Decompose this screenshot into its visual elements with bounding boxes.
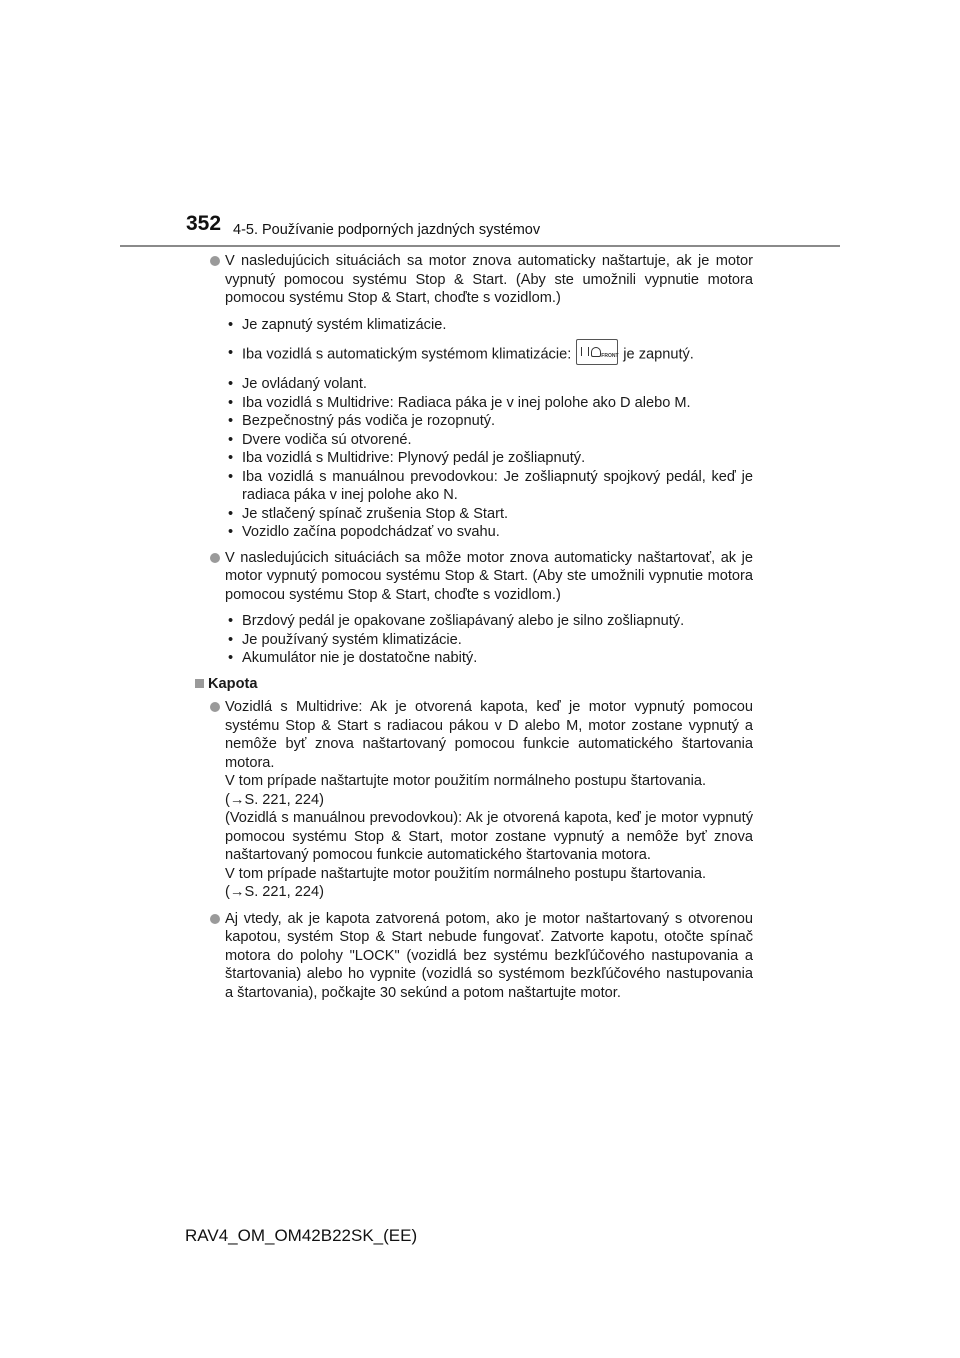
paragraph-line: V tom prípade naštartujte motor použitím normálneho postupu štartovania. xyxy=(225,865,707,882)
list-item: • Je ovládaný volant. xyxy=(225,375,753,394)
icon-label: FRONT xyxy=(601,353,619,359)
bullet-paragraph xyxy=(208,698,753,902)
section-title: 4-5. Používanie podporných jazdných systémov xyxy=(233,222,541,238)
list-item: • Iba vozidlá s manuálnou prevodovkou: Je zošliapnutý spojkový pedál, keď je radiaca páka v inej polohe ako N. xyxy=(225,468,753,505)
bullet-dot-icon xyxy=(210,914,220,924)
list-item: • Je používaný systém klimatizácie. xyxy=(225,631,753,650)
document-code: RAV4_OM_OM42B22SK_(EE) xyxy=(185,1226,418,1245)
list-item-text: Iba vozidlá s automatickým systémom klimatizácie: xyxy=(242,346,572,363)
list-item: • Iba vozidlá s Multidrive: Plynový pedál je zošliapnutý. xyxy=(225,449,753,468)
list-item: • Je stlačený spínač zrušenia Stop & Start. xyxy=(225,505,753,524)
header-divider xyxy=(120,245,840,247)
bullet-paragraph xyxy=(208,910,753,1003)
page-content xyxy=(208,252,753,1010)
bullet-dot-icon xyxy=(210,256,220,266)
bullet-text: V nasledujúcich situáciách sa motor znova automaticky naštartuje, ak je motor vypnutý pomocou systému Stop & Start. (Aby ste umožnili vypnutie motora pomocou systému Stop & Start, choďte s vozidlom.) xyxy=(225,253,753,306)
list-item xyxy=(225,344,753,365)
list-item: • Vozidlo začína popodchádzať vo svahu. xyxy=(225,523,753,542)
page-reference: (→S. 221, 224) xyxy=(225,884,324,900)
paragraph-line: Vozidlá s Multidrive: Ak je otvorená kapota, keď je motor vypnutý pomocou systému Stop & Start s radiacou pákou v D alebo M, motor zostane vypnutý a nemôže byť znova naštartovaný pomocou funkcie automatického štartovania motora. xyxy=(225,699,753,771)
condition-list xyxy=(225,316,753,542)
list-item: • Je zapnutý systém klimatizácie. xyxy=(225,316,753,335)
front-defogger-icon xyxy=(576,339,618,365)
heading-text: Kapota xyxy=(208,675,258,692)
bullet-dot-icon xyxy=(210,553,220,563)
page-number: 352 xyxy=(186,212,222,235)
list-item: • Iba vozidlá s Multidrive: Radiaca páka je v inej polohe ako D alebo M. xyxy=(225,394,753,413)
list-item-text: je zapnutý. xyxy=(623,346,694,363)
bullet-paragraph xyxy=(208,252,753,308)
list-item: • Brzdový pedál je opakovane zošliapávaný alebo je silno zošliapnutý. xyxy=(225,612,753,631)
bullet-dot-icon xyxy=(210,702,220,712)
condition-list xyxy=(225,612,753,668)
section-heading xyxy=(195,675,753,694)
bullet-text: Aj vtedy, ak je kapota zatvorená potom, ako je motor naštartovaný s otvorenou kapotou, systém Stop & Start nebude fungovať. Zatvorte kapotu, otočte spínač motora do polohy "LOCK" (vozidlá bez systému bezkľúčového nastupovania a štartovania) alebo ho vypnite (vozidlá so systémom bezkľúčového nastupovania a štartovania), počkajte 30 sekúnd a potom naštartujte motor. xyxy=(225,910,753,1001)
paragraph-line: (Vozidlá s manuálnou prevodovkou): Ak je otvorená kapota, keď je motor vypnutý pomocou systému Stop & Start, motor zostane vypnutý a nemôže byť znova naštartovaný pomocou funkcie automatického štartovania motora. xyxy=(225,810,753,863)
list-item: • Akumulátor nie je dostatočne nabitý. xyxy=(225,649,753,668)
list-item: • Dvere vodiča sú otvorené. xyxy=(225,431,753,450)
bullet-text: V nasledujúcich situáciách sa môže motor znova automaticky naštartovať, ak je motor vypnutý pomocou systému Stop & Start. (Aby ste umožnili vypnutie motora pomocou systému Stop & Start, choďte s vozidlom.) xyxy=(225,549,753,603)
paragraph-line: V tom prípade naštartujte motor použitím normálneho postupu štartovania. xyxy=(225,773,707,789)
heading-square-icon xyxy=(195,679,204,688)
page-reference: (→S. 221, 224) xyxy=(225,791,324,808)
bullet-paragraph xyxy=(208,549,753,605)
list-item: • Bezpečnostný pás vodiča je rozopnutý. xyxy=(225,412,753,431)
